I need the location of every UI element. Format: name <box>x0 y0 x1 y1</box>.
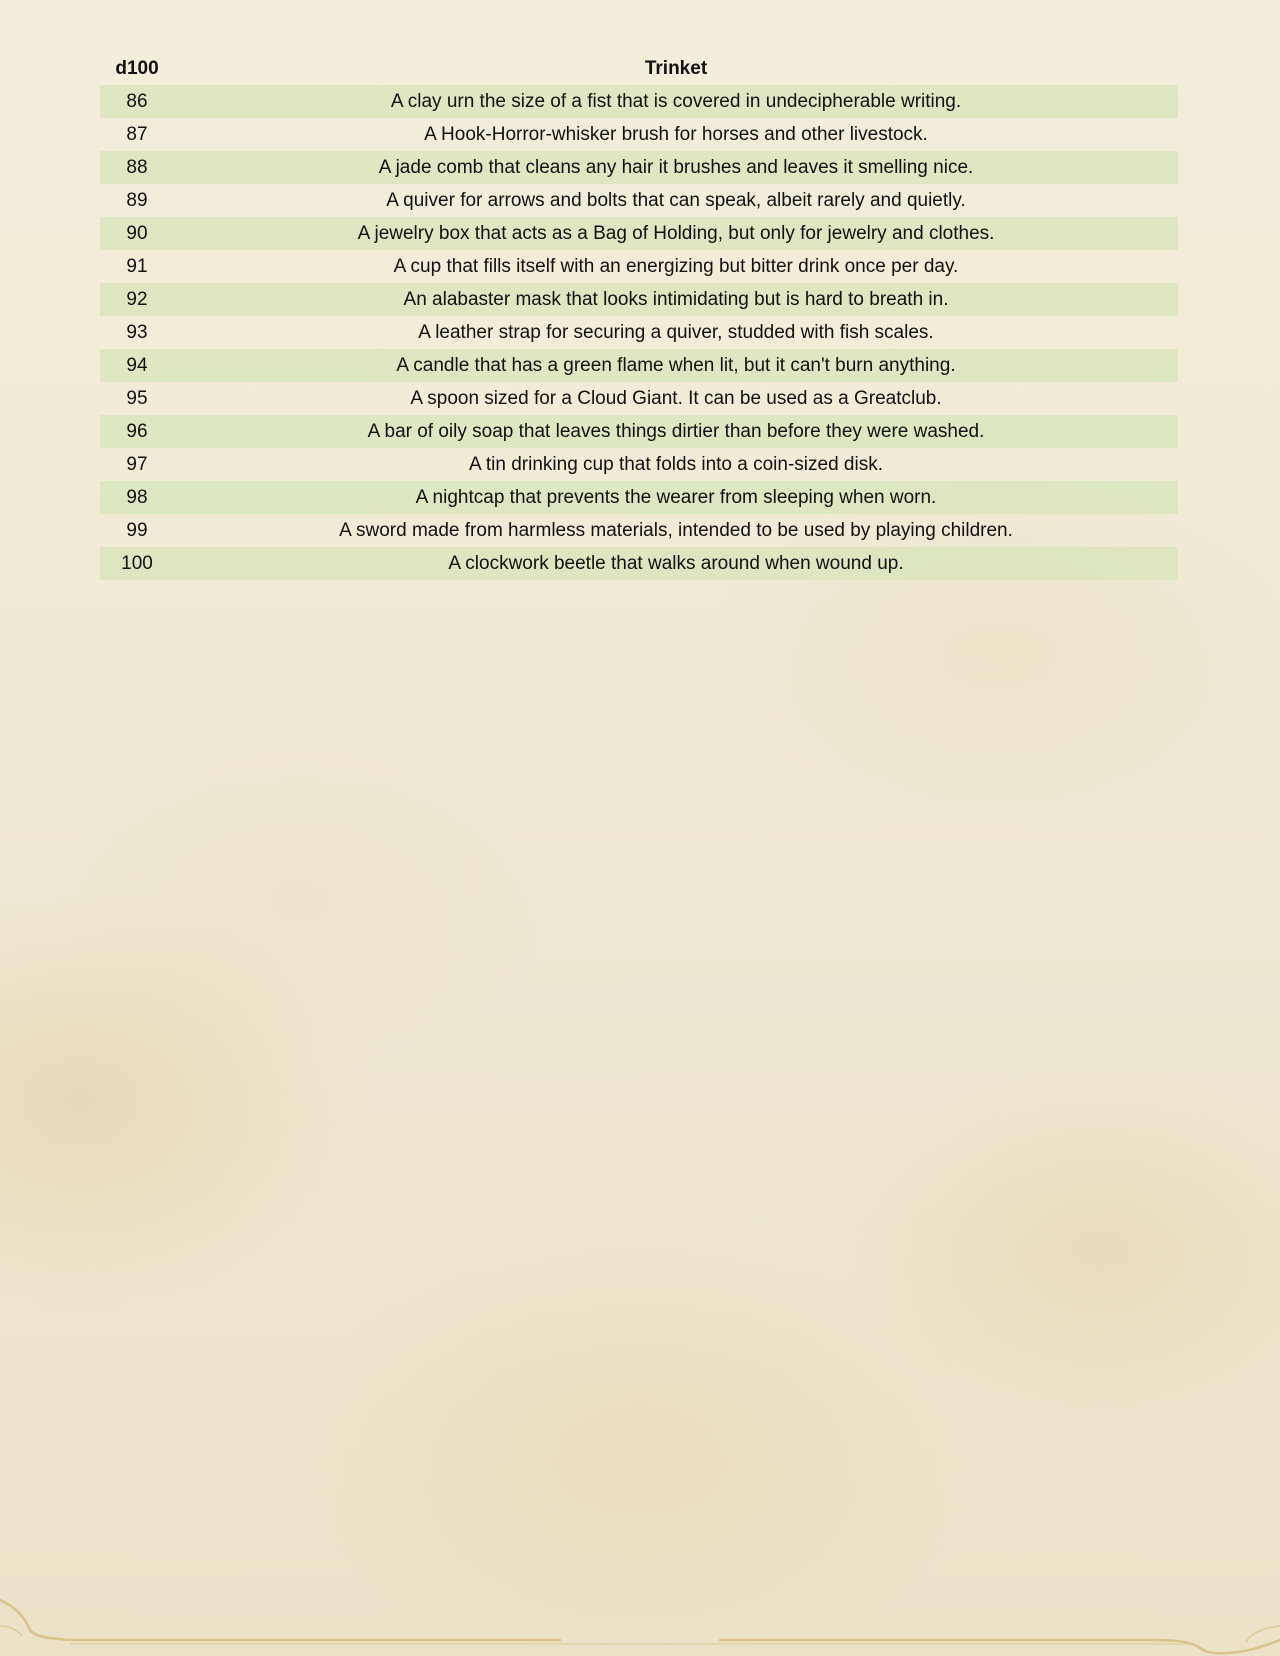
footer-border-ornament <box>0 1586 1280 1656</box>
trinket-table <box>100 53 1178 580</box>
trinket-cell: A bar of oily soap that leaves things dirtier than before they were washed. <box>367 420 985 442</box>
roll-cell: 97 <box>126 453 148 475</box>
table-row <box>100 283 1178 316</box>
roll-cell: 92 <box>126 288 148 310</box>
table-row <box>100 547 1178 580</box>
table-row <box>100 250 1178 283</box>
trinket-cell: A tin drinking cup that folds into a coin-sized disk. <box>468 453 883 475</box>
trinket-cell: A cup that fills itself with an energizing but bitter drink once per day. <box>393 255 959 277</box>
table-row <box>100 118 1178 151</box>
roll-cell: 89 <box>126 189 148 211</box>
trinket-cell: A quiver for arrows and bolts that can speak, albeit rarely and quietly. <box>386 189 966 211</box>
table-row <box>100 382 1178 415</box>
roll-cell: 100 <box>121 552 153 574</box>
footer-left-curl <box>0 1626 22 1636</box>
trinket-cell: A sword made from harmless materials, intended to be used by playing children. <box>339 519 1013 541</box>
roll-cell: 98 <box>126 486 148 508</box>
trinket-cell: A candle that has a green flame when lit, but it can't burn anything. <box>396 354 956 376</box>
trinket-cell: A spoon sized for a Cloud Giant. It can be used as a Greatclub. <box>410 387 942 409</box>
roll-cell: 95 <box>126 387 148 409</box>
roll-cell: 88 <box>126 156 148 178</box>
trinket-cell: A nightcap that prevents the wearer from sleeping when worn. <box>415 486 937 508</box>
table-row <box>100 316 1178 349</box>
roll-cell: 94 <box>126 354 148 376</box>
roll-cell: 87 <box>126 123 148 145</box>
table-row <box>100 349 1178 382</box>
roll-column-header: d100 <box>115 58 159 79</box>
footer-right-flourish <box>720 1640 1280 1653</box>
table-row <box>100 481 1178 514</box>
roll-cell: 93 <box>126 321 148 343</box>
table-row <box>100 448 1178 481</box>
table-row <box>100 514 1178 547</box>
table-header-row <box>100 53 1178 85</box>
trinket-cell: An alabaster mask that looks intimidating but is hard to breath in. <box>403 288 949 310</box>
table-row <box>100 217 1178 250</box>
roll-cell: 99 <box>126 519 148 541</box>
trinket-cell: A clockwork beetle that walks around when wound up. <box>448 552 904 574</box>
table-row <box>100 415 1178 448</box>
footer-left-flourish <box>0 1600 560 1640</box>
roll-cell: 86 <box>126 90 148 112</box>
trinket-cell: A Hook-Horror-whisker brush for horses and other livestock. <box>424 123 928 145</box>
roll-cell: 96 <box>126 420 148 442</box>
trinket-cell: A clay urn the size of a fist that is covered in undecipherable writing. <box>390 90 962 112</box>
table-row <box>100 151 1178 184</box>
footer-right-curl <box>1246 1626 1280 1642</box>
roll-cell: 90 <box>126 222 148 244</box>
trinket-column-header: Trinket <box>644 58 708 79</box>
table-row <box>100 85 1178 118</box>
trinket-cell: A jewelry box that acts as a Bag of Holding, but only for jewelry and clothes. <box>357 222 995 244</box>
roll-cell: 91 <box>126 255 148 277</box>
trinket-cell: A leather strap for securing a quiver, studded with fish scales. <box>418 321 934 343</box>
table-row <box>100 184 1178 217</box>
trinket-cell: A jade comb that cleans any hair it brushes and leaves it smelling nice. <box>378 156 974 178</box>
